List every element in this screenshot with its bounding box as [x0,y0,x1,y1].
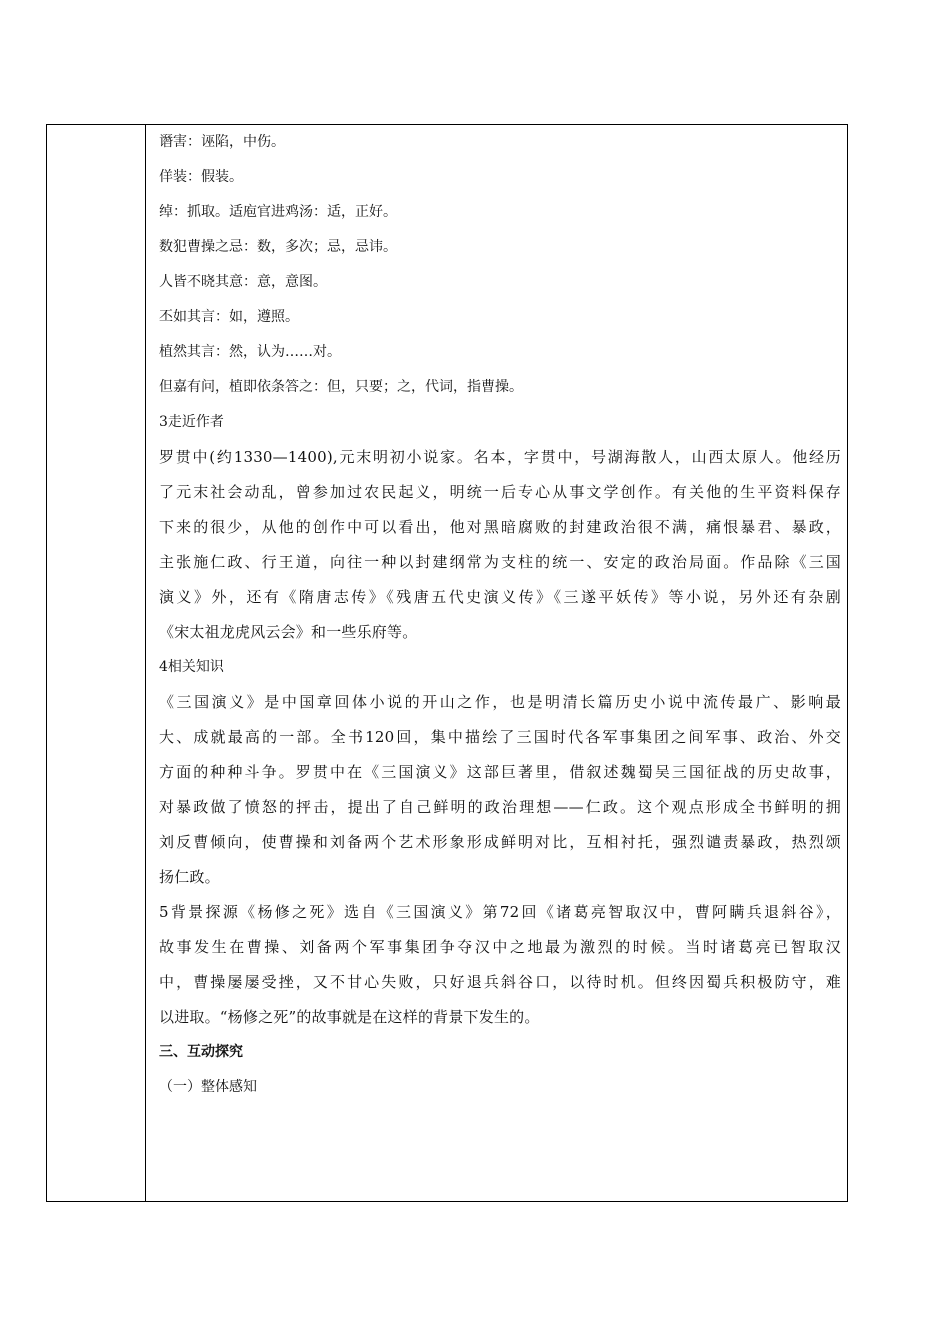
paragraph-line: 方面的种种斗争。罗贯中在《三国演义》这部巨著里，借叙述魏蜀吴三国征战的历史故事， [159,763,841,781]
section-label-author: 3走近作者 [159,414,224,430]
knowledge-paragraph [159,685,841,895]
vocab-line: 但嘉有问，植即依条答之：但，只要；之，代词，指曹操。 [159,379,523,395]
vocab-line: 谮害：诬陷，中伤。 [159,134,285,150]
author-paragraph [159,440,841,650]
paragraph-line: 《宋太祖龙虎风云会》和一些乐府等。 [159,623,418,641]
table-frame [46,124,848,1202]
vocab-line: 人皆不晓其意：意，意图。 [159,274,327,290]
paragraph-line: 5背景探源《杨修之死》选自《三国演义》第72回《诸葛亮智取汉中，曹阿瞒兵退斜谷》， [159,903,841,921]
paragraph-line: 罗贯中(约1330—1400),元末明初小说家。名本，字贯中，号湖海散人，山西太原人。他经历 [159,448,841,466]
paragraph-line: 对暴政做了愤怒的抨击，提出了自己鲜明的政治理想——仁政。这个观点形成全书鲜明的拥 [159,798,841,816]
paragraph-line: 故事发生在曹操、刘备两个军事集团争夺汉中之地最为激烈的时候。当时诸葛亮已智取汉 [159,938,841,956]
vocab-line: 绰：抓取。适庖官进鸡汤：适，正好。 [159,204,397,220]
vocab-line: 数犯曹操之忌：数，多次；忌，忌讳。 [159,239,397,255]
paragraph-line: 演义》外，还有《隋唐志传》《残唐五代史演义传》《三遂平妖传》等小说，另外还有杂剧 [159,588,841,606]
paragraph-line: 大、成就最高的一部。全书120回，集中描绘了三国时代各军事集团之间军事、政治、外交 [159,728,841,746]
background-paragraph [159,895,841,1035]
paragraph-line: 扬仁政。 [159,868,220,886]
section-label-knowledge: 4相关知识 [159,659,224,675]
vocab-line: 佯装：假装。 [159,169,243,185]
paragraph-line: 下来的很少，从他的创作中可以看出，他对黑暗腐败的封建政治很不满，痛恨暴君、暴政， [159,518,841,536]
paragraph-line: 《三国演义》是中国章回体小说的开山之作，也是明清长篇历史小说中流传最广、影响最 [159,693,841,711]
content-cell [159,125,841,1105]
vocab-line: 植然其言：然，认为……对。 [159,344,341,360]
subsection-heading: （一）整体感知 [159,1079,257,1095]
vocab-line: 丕如其言：如，遵照。 [159,309,299,325]
paragraph-line: 以进取。“杨修之死”的故事就是在这样的背景下发生的。 [159,1008,540,1026]
paragraph-line: 中，曹操屡屡受挫，又不甘心失败，只好退兵斜谷口，以待时机。但终因蜀兵积极防守，难 [159,973,841,991]
paragraph-line: 刘反曹倾向，使曹操和刘备两个艺术形象形成鲜明对比，互相衬托，强烈谴责暴政，热烈颂 [159,833,841,851]
paragraph-line: 主张施仁政、行王道，向往一种以封建纲常为支柱的统一、安定的政治局面。作品除《三国 [159,553,841,571]
section-heading: 三、互动探究 [159,1044,243,1060]
column-divider [145,125,146,1201]
paragraph-line: 了元末社会动乱，曾参加过农民起义，明统一后专心从事文学创作。有关他的生平资料保存 [159,483,841,501]
